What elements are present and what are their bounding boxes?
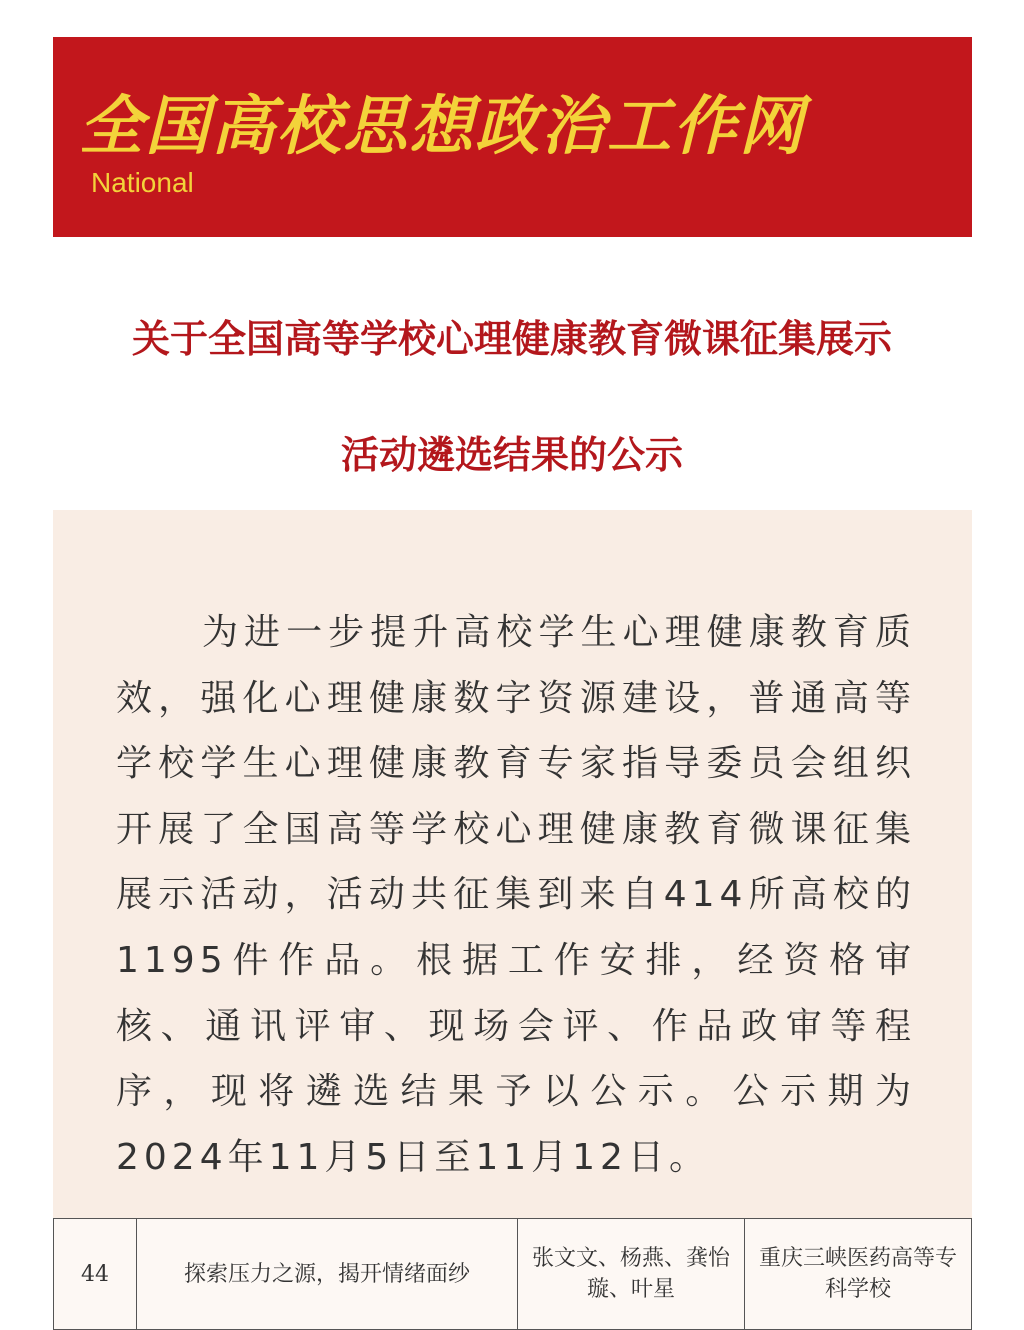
cell-number: 44 [54,1219,137,1330]
cell-authors: 张文文、杨燕、龚怡璇、叶星 [518,1219,745,1330]
announcement-panel [53,510,972,1206]
table-row [54,1219,972,1330]
cell-school: 重庆三峡医药高等专科学校 [745,1219,972,1330]
announcement-paragraph: 为进一步提升高校学生心理健康教育质效，强化心理健康数字资源建设，普通高等学校学生心理健康教育专家指导委员会组织开展了全国高等学校心理健康教育微课征集展示活动，活动共征集到来自414所高校的1195件作品。根据工作安排，经资格审核、通讯评审、现场会评、作品政审等程序，现将遴选结果予以公示。公示期为2024年11月5日至11月12日。 [116,612,916,1178]
site-logo-subtitle: National [91,167,194,198]
site-banner [53,37,972,237]
results-table-container [53,1206,972,1315]
cell-title: 探索压力之源，揭开情绪面纱 [137,1219,518,1330]
site-logo-title: 全国高校思想政治工作网 [79,89,805,164]
article-title-line-1: 关于全国高等学校心理健康教育微课征集展示 [131,317,892,361]
results-table [53,1218,972,1330]
article-title-line-2: 活动遴选结果的公示 [340,433,683,477]
